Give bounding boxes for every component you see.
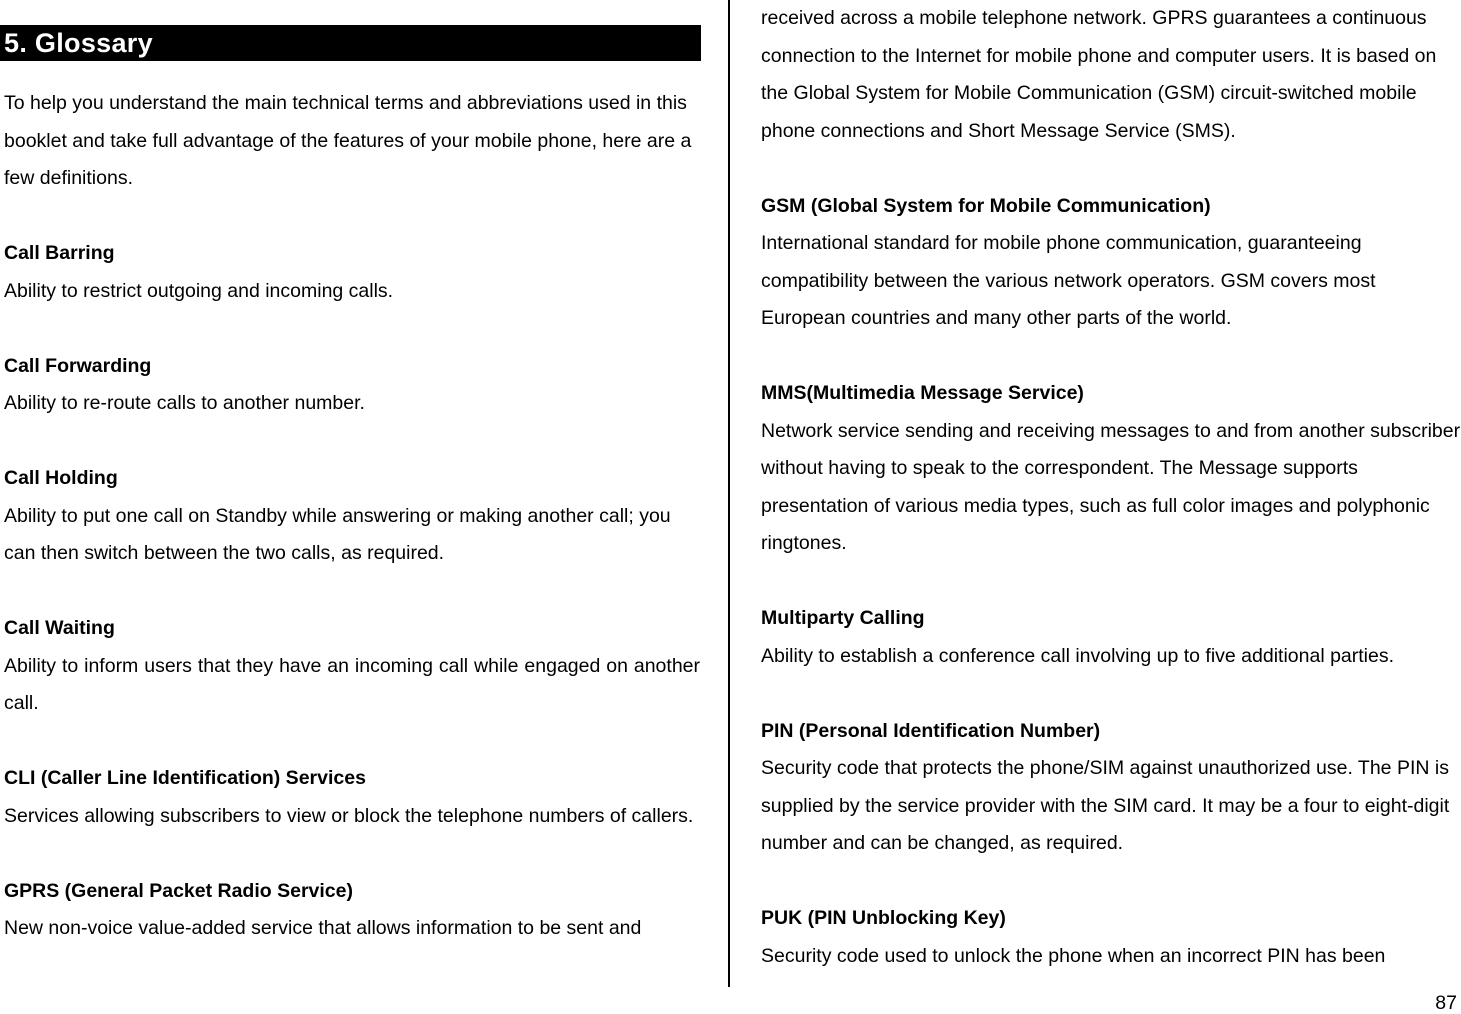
glossary-definition: Security code used to unlock the phone when an incorrect PIN has been (761, 944, 1386, 967)
glossary-term: PIN (Personal Identification Number) (761, 719, 1101, 742)
glossary-definition: International standard for mobile phone communication, guaranteeing compatibility between the various network operators. GSM covers most European countries and many other parts of the world. (761, 232, 1376, 329)
glossary-term: CLI (Caller Line Identification) Services (4, 767, 366, 789)
glossary-term: Call Waiting (4, 617, 115, 639)
glossary-definition: Network service sending and receiving messages to and from another subscriber without having to speak to the correspondent. The Message supports presentation of various media types, such as full color images and polyphonic ringtones. (761, 419, 1461, 554)
column-divider (728, 0, 730, 987)
glossary-term: Call Holding (4, 467, 118, 489)
intro-paragraph: To help you understand the main technical terms and abbreviations used in this booklet and take full advantage of the features of your mobile phone, here are a few definitions. (4, 92, 692, 189)
glossary-term: GSM (Global System for Mobile Communication) (761, 194, 1211, 217)
glossary-term: Call Forwarding (4, 354, 152, 377)
glossary-term: GPRS (General Packet Radio Service) (4, 879, 353, 902)
glossary-term: MMS(Multimedia Message Service) (761, 382, 1084, 404)
section-heading: 5. Glossary (0, 25, 701, 61)
continued-definition: received across a mobile telephone network. GPRS guarantees a continuous connection to the Internet for mobile phone and computer users. It is based on the Global System for Mobile Communication (GSM) circuit-switched mobile phone connections and Short Message Service (SMS). (761, 7, 1437, 142)
right-column (761, 0, 1461, 975)
glossary-definition: Security code that protects the phone/SIM against unauthorized use. The PIN is supplied by the service provider with the SIM card. It may be a four to eight-digit number and can be changed, as required. (761, 757, 1450, 854)
glossary-term: Multiparty Calling (761, 607, 925, 629)
page-number: 87 (1435, 992, 1457, 1014)
glossary-definition: New non-voice value-added service that allows information to be sent and (4, 917, 642, 939)
glossary-definition: Ability to restrict outgoing and incoming calls. (4, 279, 394, 302)
glossary-term: Call Barring (4, 242, 115, 264)
glossary-term: PUK (PIN Unblocking Key) (761, 907, 1006, 929)
glossary-definition: Ability to inform users that they have an incoming call while engaged on another call. (4, 654, 700, 714)
glossary-definition: Ability to put one call on Standby while answering or making another call; you can then switch between the two calls, as required. (4, 504, 671, 564)
glossary-definition: Services allowing subscribers to view or block the telephone numbers of callers. (4, 804, 694, 827)
glossary-definition: Ability to establish a conference call involving up to five additional parties. (761, 644, 1395, 667)
glossary-definition: Ability to re-route calls to another number. (4, 392, 365, 414)
left-column (4, 85, 700, 948)
